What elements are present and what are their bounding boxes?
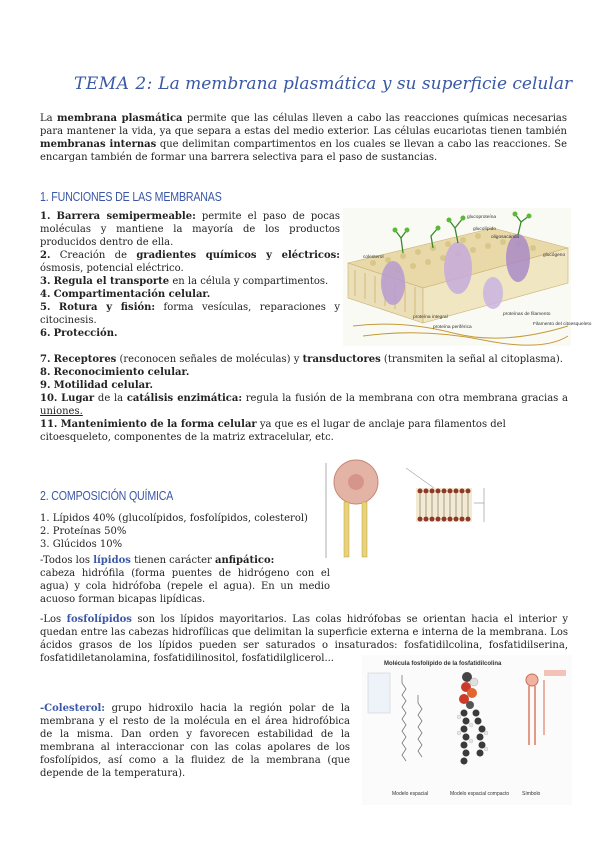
fig2-label: Símbolo: [522, 791, 541, 797]
fig2-title: Molécula fosfolípido de la fosfatidilcolina: [384, 661, 502, 667]
section-heading-funciones: 1. FUNCIONES DE LAS MEMBRANAS: [40, 190, 222, 204]
phospholipid-diagram: [322, 458, 572, 568]
fig1-label: proteínas de filamento: [503, 312, 551, 317]
phosphatidylcholine-diagram: [362, 655, 572, 805]
fig1-label: Filamento del citoesqueleto: [533, 322, 592, 327]
list-item: 1. Lípidos 40% (glucolípidos, fosfolípidos, colesterol): [40, 513, 308, 524]
anfipatico-paragraph: -Todos los lípidos tienen carácter anfipático: cabeza hidrófila (forma puentes de hidrógeno con el agua) y cola hidrófoba (repele el agua). En un medio acuoso forman bicapas lipídicas.: [40, 555, 330, 605]
list-item: 2. Proteínas 50%: [40, 526, 127, 537]
fig1-label: glucolípido: [473, 227, 496, 232]
list-item: 1. Barrera semipermeable: permite el paso de pocas moléculas y mantiene la mayoría de los productos producidos dentro de ella.: [40, 211, 340, 248]
fig1-label: oligosacárido: [491, 235, 520, 240]
fosfolipidos-paragraph: -Los fosfolípidos son los lípidos mayoritarios. Las colas hidrófobas se orientan hacia el interior y quedan entre las cabezas hidrofílicas que delimitan la superficie externa e interna de la membrana. Los ácidos grasos de los lípidos pueden ser saturados o insaturados: fosfatidilcolina, fosfatidilserina, fosfatidiletanolamina, fosfatidilinositol, fosfatidilglicerol...: [40, 614, 569, 664]
page-title: [74, 74, 572, 94]
fig1-label: colesterol: [363, 255, 384, 260]
functions-list-left: [40, 210, 340, 340]
functions-list-full: [40, 353, 568, 444]
list-item: 5. Rotura y fisión: forma vesículas, reparaciones y citocinesis.: [40, 302, 340, 326]
fig2-label: Modelo espacial compacto: [450, 791, 510, 797]
list-item: 6. Protección.: [40, 328, 118, 339]
fig1-label: proteína integral: [413, 315, 448, 320]
composition-list: [40, 512, 330, 551]
colesterol-paragraph: -Colesterol: grupo hidroxilo hacia la región polar de la membrana y el resto de la molécula en el área hidrofóbica de la misma. Dan orden y favorecen estabilidad de la membrana al interaccionar con las colas apolares de los fosfolípidos, así como a la fluidez de la membrana (que depende de la temperatura).: [40, 703, 350, 779]
section-heading-composicion: 2. COMPOSICIÓN QUÍMICA: [40, 489, 174, 503]
list-item: 3. Glúcidos 10%: [40, 539, 123, 550]
list-item: 4. Compartimentación celular.: [40, 289, 211, 300]
list-item: 2. Creación de gradientes químicos y eléctricos: ósmosis, potencial eléctrico.: [40, 250, 340, 274]
list-item: 8. Reconocimiento celular.: [40, 367, 190, 378]
list-item: 10. Lugar de la catálisis enzimática: regula la fusión de la membrana con otra membrana gracias a uniones.: [40, 393, 568, 417]
title-tema: TEMA 2:: [74, 74, 153, 94]
fig2-label: Modelo espacial: [392, 791, 429, 797]
intro-paragraph: La membrana plasmática permite que las células lleven a cabo las reacciones químicas necesarias para mantener la vida, ya que separa a estas del medio exterior. Las células eucariotas tienen también membranas internas que delimitan compartimentos en los cuales se llevan a cabo las reacciones. Se encargan también de formar una barrera selectiva para el paso de sustancias.: [40, 113, 567, 163]
membrane-diagram: [343, 208, 592, 346]
list-item: 11. Mantenimiento de la forma celular ya que es el lugar de anclaje para filamentos del citoesqueleto, componentes de la matriz extracelular, etc.: [40, 419, 506, 443]
list-item: 3. Regula el transporte en la célula y compartimentos.: [40, 276, 329, 287]
list-item: 9. Motilidad celular.: [40, 380, 153, 391]
fig1-label: proteína periférica: [433, 325, 472, 330]
fig1-label: glucoproteína: [467, 215, 497, 220]
title-subtitle: La membrana plasmática y su superficie celular: [158, 74, 573, 94]
fig1-label: glucógeno: [543, 253, 566, 258]
list-item: 7. Receptores (reconocen señales de moléculas) y transductores (transmiten la señal al citoplasma).: [40, 354, 563, 365]
